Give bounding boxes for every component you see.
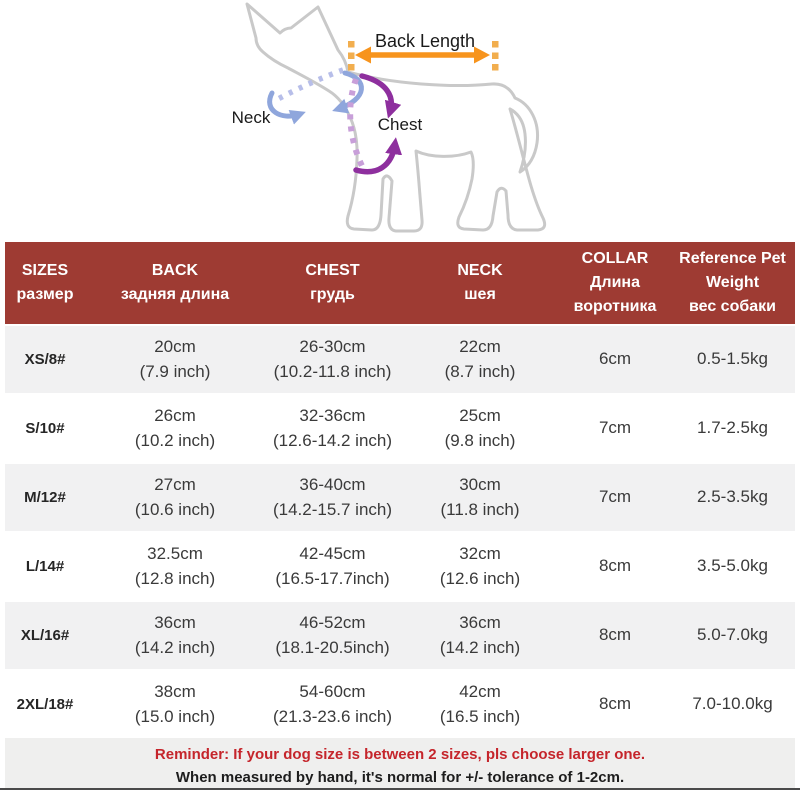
size-chart-table bbox=[5, 242, 795, 788]
cell-neck-inch: (9.8 inch) bbox=[444, 430, 516, 450]
cell-back-cm: 32.5cm bbox=[147, 544, 203, 564]
cell-back-inch: (12.8 inch) bbox=[134, 568, 216, 588]
cell-neck bbox=[440, 473, 519, 521]
cell-collar: 8cm bbox=[598, 694, 632, 714]
cell-neck bbox=[440, 542, 520, 590]
table-row-l bbox=[5, 533, 795, 600]
header-sizes-en: SIZES bbox=[21, 262, 69, 279]
cell-back-cm: 36cm bbox=[154, 613, 196, 633]
cell-neck bbox=[445, 335, 516, 383]
cell-weight: 1.7-2.5kg bbox=[697, 418, 768, 438]
cell-chest bbox=[273, 473, 392, 521]
table-row-s bbox=[5, 395, 795, 462]
header-chest bbox=[305, 259, 359, 307]
header-chest-ru: грудь bbox=[310, 286, 355, 303]
header-collar bbox=[574, 247, 657, 319]
cell-back-inch: (14.2 inch) bbox=[134, 637, 216, 657]
header-back bbox=[121, 259, 229, 307]
cell-chest-cm: 42-45cm bbox=[299, 544, 366, 564]
cell-chest-cm: 36-40cm bbox=[299, 475, 366, 495]
cell-neck bbox=[440, 680, 520, 728]
cell-neck bbox=[445, 404, 516, 452]
back-length-label: Back Length bbox=[374, 31, 476, 51]
cell-neck-inch: (14.2 inch) bbox=[439, 637, 521, 657]
header-weight-en1: Reference Pet bbox=[679, 250, 786, 267]
cell-collar: 7cm bbox=[598, 418, 632, 438]
cell-back-inch: (7.9 inch) bbox=[139, 361, 211, 381]
cell-weight: 0.5-1.5kg bbox=[697, 349, 768, 369]
cell-chest-cm: 54-60cm bbox=[299, 682, 366, 702]
cell-neck-inch: (8.7 inch) bbox=[444, 361, 516, 381]
cell-chest-cm: 32-36cm bbox=[299, 406, 366, 426]
header-back-ru: задняя длина bbox=[120, 286, 230, 303]
header-weight-en2: Weight bbox=[705, 274, 760, 291]
cell-chest bbox=[275, 542, 389, 590]
cell-chest bbox=[273, 680, 392, 728]
cell-collar: 8cm bbox=[598, 625, 632, 645]
chest-label: Chest bbox=[377, 115, 423, 134]
measurement-diagram bbox=[0, 0, 800, 242]
cell-weight: 2.5-3.5kg bbox=[697, 487, 768, 507]
header-collar-en: COLLAR bbox=[581, 250, 649, 267]
neck-label: Neck bbox=[231, 108, 271, 127]
cell-chest-inch: (16.5-17.7inch) bbox=[275, 568, 390, 588]
cell-back-cm: 26cm bbox=[154, 406, 196, 426]
cell-neck-cm: 42cm bbox=[459, 682, 501, 702]
table-row-xl bbox=[5, 602, 795, 669]
header-neck-en: NECK bbox=[457, 262, 503, 279]
cell-neck-inch: (11.8 inch) bbox=[440, 499, 520, 519]
header-weight bbox=[679, 247, 786, 319]
cell-chest bbox=[274, 335, 392, 383]
cell-back bbox=[135, 473, 215, 521]
table-footer bbox=[5, 738, 795, 788]
header-sizes-ru: размер bbox=[16, 286, 74, 303]
cell-chest-inch: (12.6-14.2 inch) bbox=[272, 430, 393, 450]
cell-weight: 7.0-10.0kg bbox=[692, 694, 773, 714]
header-collar-ru2: воротника bbox=[573, 298, 657, 315]
cell-neck-cm: 32cm bbox=[459, 544, 501, 564]
cell-collar: 8cm bbox=[598, 556, 632, 576]
cell-back bbox=[135, 611, 215, 659]
cell-chest-cm: 26-30cm bbox=[299, 337, 366, 357]
cell-chest-inch: (10.2-11.8 inch) bbox=[273, 361, 392, 381]
cell-size: XS/8# bbox=[24, 350, 66, 368]
tolerance-text: When measured by hand, it's normal for +/- tolerance of 1-2cm. bbox=[175, 768, 625, 786]
table-row-m bbox=[5, 464, 795, 531]
header-collar-ru1: Длина bbox=[590, 274, 640, 291]
header-neck bbox=[457, 259, 502, 307]
cell-neck-cm: 36cm bbox=[459, 613, 501, 633]
cell-weight: 3.5-5.0kg bbox=[697, 556, 768, 576]
cell-back-cm: 27cm bbox=[154, 475, 196, 495]
cell-back bbox=[140, 335, 211, 383]
cell-size: 2XL/18# bbox=[16, 695, 74, 713]
cell-neck bbox=[440, 611, 520, 659]
cell-back-inch: (10.2 inch) bbox=[134, 430, 216, 450]
header-neck-ru: шея bbox=[464, 286, 496, 303]
cell-collar: 6cm bbox=[598, 349, 632, 369]
cell-back bbox=[135, 680, 215, 728]
cell-chest-inch: (18.1-20.5inch) bbox=[275, 637, 390, 657]
cell-back-cm: 38cm bbox=[154, 682, 196, 702]
cell-back-inch: (15.0 inch) bbox=[134, 706, 216, 726]
header-chest-en: CHEST bbox=[305, 262, 360, 279]
cell-chest-cm: 46-52cm bbox=[299, 613, 366, 633]
cell-chest-inch: (14.2-15.7 inch) bbox=[272, 499, 393, 519]
cell-chest-inch: (21.3-23.6 inch) bbox=[272, 706, 393, 726]
cell-back-cm: 20cm bbox=[154, 337, 196, 357]
cell-back bbox=[135, 404, 215, 452]
cell-neck-cm: 25cm bbox=[459, 406, 501, 426]
table-header-row bbox=[5, 242, 795, 324]
cell-back-inch: (10.6 inch) bbox=[134, 499, 216, 519]
table-row-2xl bbox=[5, 671, 795, 738]
cell-chest bbox=[273, 404, 392, 452]
cell-weight: 5.0-7.0kg bbox=[697, 625, 768, 645]
cell-size: L/14# bbox=[25, 557, 65, 575]
cell-neck-inch: (12.6 inch) bbox=[439, 568, 521, 588]
reminder-text: Reminder: If your dog size is between 2 sizes, pls choose larger one. bbox=[154, 746, 646, 763]
cell-collar: 7cm bbox=[598, 487, 632, 507]
dog-measurement-svg bbox=[0, 0, 800, 242]
header-sizes bbox=[17, 259, 74, 307]
cell-size: XL/16# bbox=[20, 626, 70, 644]
cell-size: M/12# bbox=[24, 488, 66, 506]
header-back-en: BACK bbox=[151, 262, 199, 279]
header-weight-ru: вес собаки bbox=[689, 298, 776, 315]
cell-chest bbox=[275, 611, 389, 659]
cell-neck-inch: (16.5 inch) bbox=[439, 706, 521, 726]
cell-size: S/10# bbox=[25, 419, 65, 437]
cell-neck-cm: 22cm bbox=[459, 337, 501, 357]
table-row-xs bbox=[5, 326, 795, 393]
cell-neck-cm: 30cm bbox=[459, 475, 501, 495]
cell-back bbox=[135, 542, 215, 590]
